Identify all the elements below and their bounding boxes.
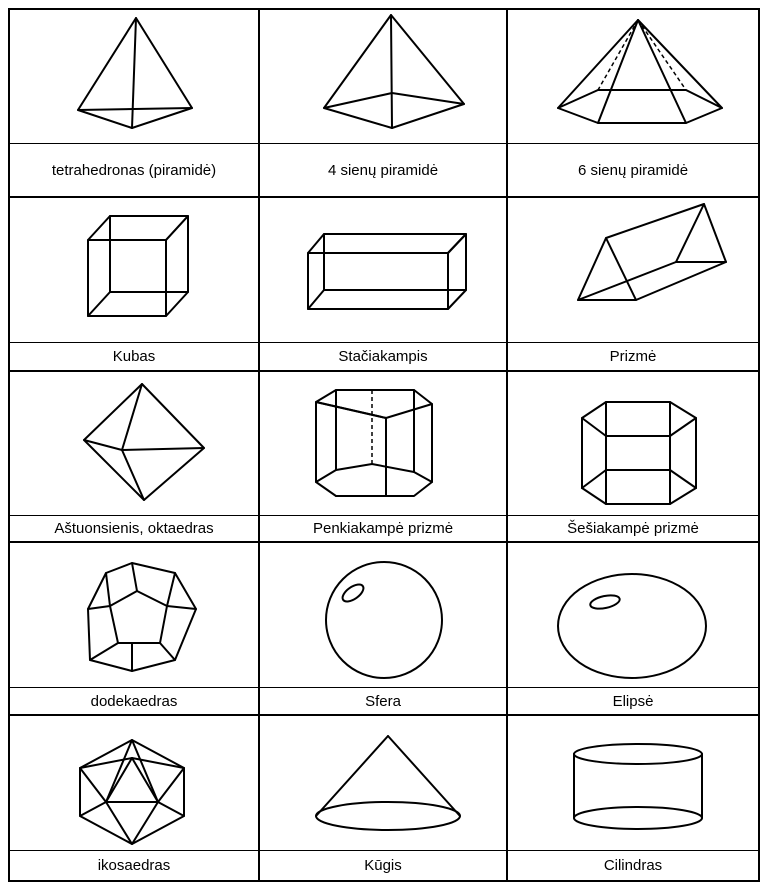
shape-label: Elipsė [612, 692, 654, 710]
table-border-right [758, 8, 760, 882]
shape-label: Prizmė [609, 348, 657, 365]
shape-label: 6 sienų piramidė [577, 161, 689, 179]
shape-label: dodekaedras [90, 692, 178, 710]
shape-label: Stačiakampis [338, 348, 428, 365]
shape-label: Aštuonsienis, oktaedras [54, 520, 214, 537]
octahedron-icon [10, 372, 258, 515]
hexagonal-pyramid-icon [508, 10, 758, 143]
square-pyramid-icon [260, 10, 506, 143]
table-border-bottom [8, 880, 760, 882]
shape-label: Cilindras [603, 857, 663, 874]
hexagonal-prism-icon [508, 372, 758, 515]
pentagonal-prism-icon [260, 372, 506, 515]
shape-label: Sfera [365, 692, 401, 710]
shape-label: Kubas [112, 348, 156, 365]
shape-label: 4 sienų piramidė [327, 161, 439, 179]
triangular-prism-icon [508, 198, 758, 342]
ellipsoid-icon [508, 543, 758, 687]
rectangular-box-icon [260, 198, 506, 342]
shape-label: Penkiakampė prizmė [312, 520, 454, 537]
cylinder-icon [508, 716, 758, 850]
shape-label: tetrahedronas (piramidė) [51, 161, 217, 179]
sphere-icon [260, 543, 506, 687]
shape-label: Kūgis [364, 857, 402, 874]
tetrahedron-icon [10, 10, 258, 143]
cube-icon [10, 198, 258, 342]
shape-label: Šešiakampė prizmė [567, 520, 699, 537]
icosahedron-icon [10, 716, 258, 850]
shape-label: ikosaedras [97, 857, 171, 874]
cone-icon [260, 716, 506, 850]
dodecahedron-icon [10, 543, 258, 687]
